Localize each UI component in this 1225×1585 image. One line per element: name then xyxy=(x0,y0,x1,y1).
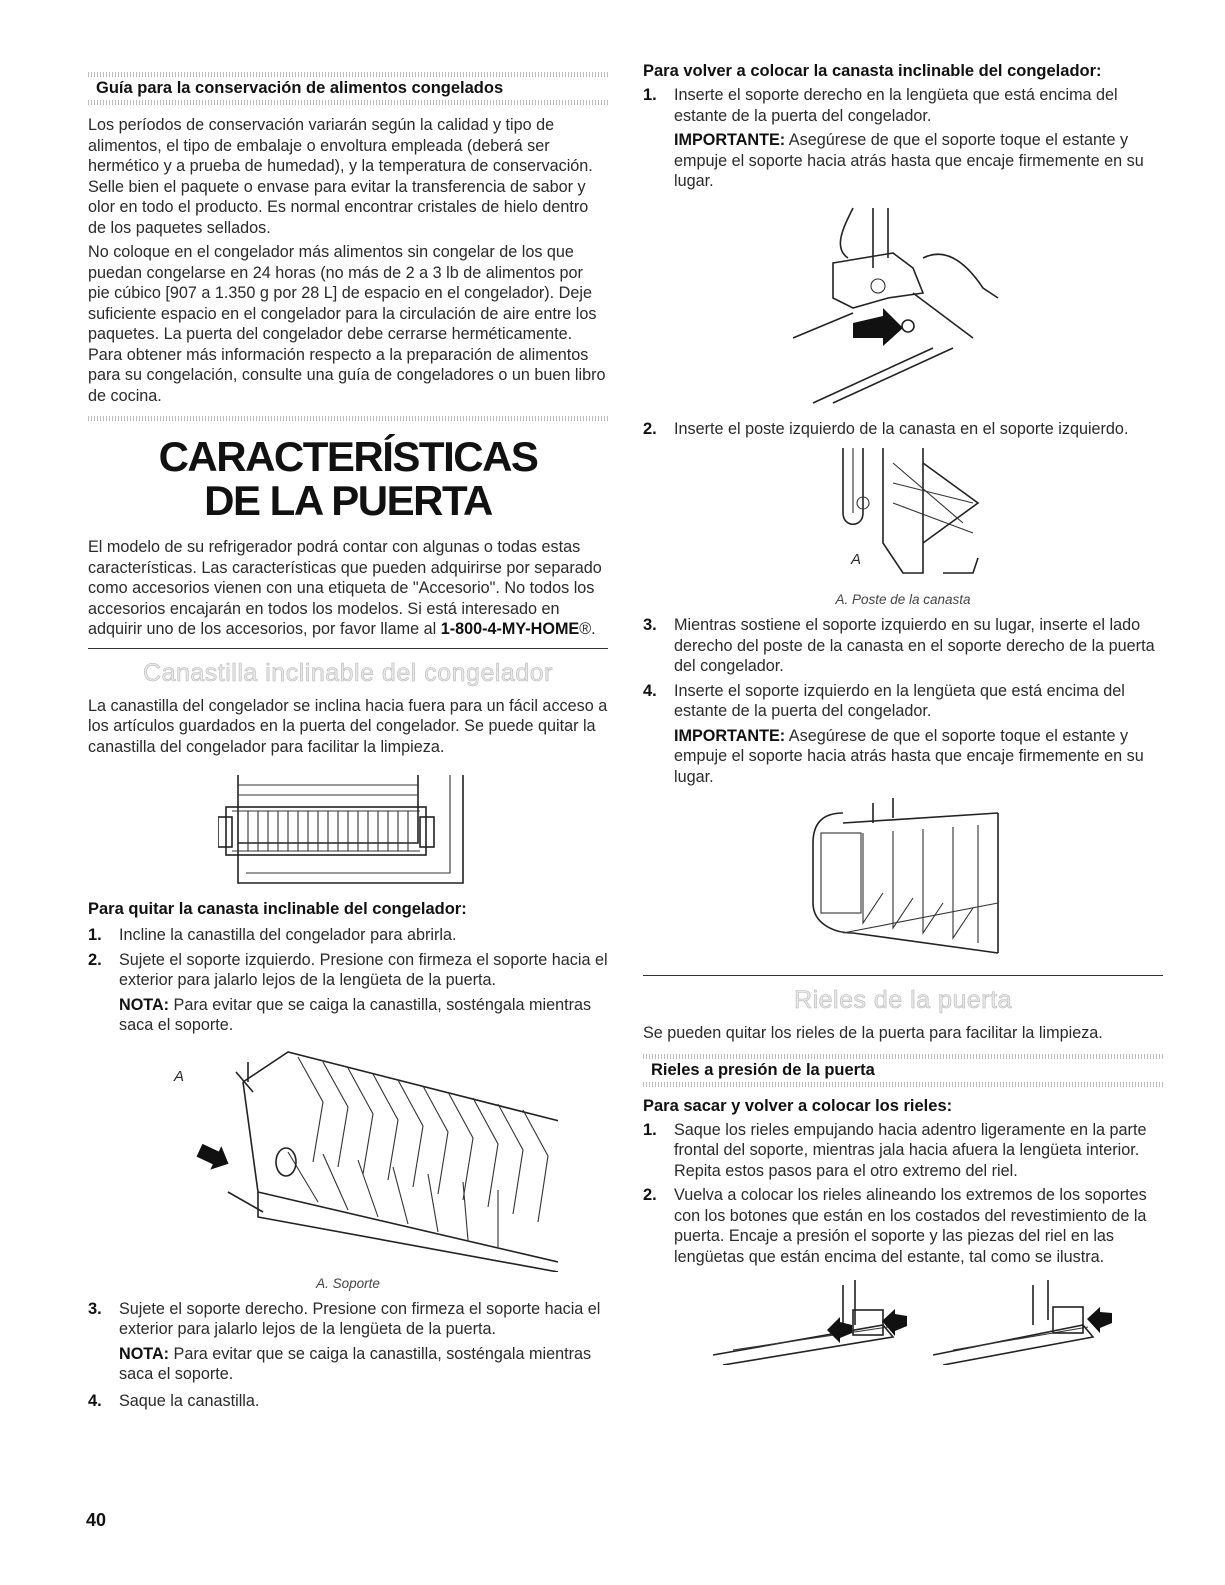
step-number: 2. xyxy=(643,1186,657,1204)
important-label: IMPORTANTE: xyxy=(674,726,786,745)
press-rails-title: Rieles a presión de la puerta xyxy=(651,1060,875,1079)
note-label: NOTA: xyxy=(119,995,170,1014)
note-text: Para evitar que se caiga la canastilla, sosténgala mientras saca el soporte. xyxy=(119,995,592,1034)
replace-step-4 xyxy=(643,681,1163,722)
step-text: Incline la canastilla del congelador para abrirla. xyxy=(119,926,457,944)
step-text: Inserte el soporte izquierdo en la lengüeta que está encima del estante de la puerta del congelador. xyxy=(674,681,1125,720)
step-number: 1. xyxy=(643,86,657,104)
phone-suffix: ®. xyxy=(579,620,596,638)
post-insert-illustration xyxy=(823,443,983,588)
rails-section-heading: Rieles de la puerta xyxy=(794,986,1012,1014)
replace-step-1 xyxy=(643,85,1163,126)
replace-step-2 xyxy=(643,419,1163,440)
step-text: Inserte el soporte derecho en la lengüeta que está encima del estante de la puerta del congelador. xyxy=(674,86,1118,125)
basket-removal-figure xyxy=(88,1042,608,1272)
rails-step-2 xyxy=(643,1185,1163,1267)
step-text: Sujete el soporte izquierdo. Presione con firmeza el soporte hacia el exterior para jalarlo lejos de la lengüeta de la puerta. xyxy=(119,950,608,989)
guide-paragraph-1: Los períodos de conservación variarán según la calidad y tipo de alimentos, el tipo de embalaje o envoltura empleada (deberá ser hermético y a prueba de humedad), y la temperatura de conservación. Selle bien el paquete o envase para evitar la transferencia de sabor y olor en todo el producto. Es normal encontrar cristales de hielo dentro de los paquetes sellados. xyxy=(88,116,593,237)
left-column xyxy=(88,62,608,1415)
basket-paragraph: La canastilla del congelador se inclina hacia fuera para un fácil acceso a los artículos guardados en la puerta del congelador. Se puede quitar la canastilla del congelador para facilitar la limpieza. xyxy=(88,696,608,756)
remove-step-3 xyxy=(88,1299,608,1340)
basket-removal-illustration xyxy=(138,1042,558,1272)
step-number: 4. xyxy=(643,681,657,700)
section-divider xyxy=(88,648,608,649)
figure-caption: A. Poste de la canasta xyxy=(835,592,971,607)
door-rails-illustration xyxy=(683,1275,1123,1365)
step-number: 2. xyxy=(88,950,102,969)
rails-paragraph: Se pueden quitar los rieles de la puerta para facilitar la limpieza. xyxy=(643,1024,1103,1042)
dotted-rule xyxy=(643,1082,1163,1087)
page-title-line-1: CARACTERÍSTICAS xyxy=(158,433,538,480)
basket-section-heading: Canastilla inclinable del congelador xyxy=(143,658,553,687)
page-number: 40 xyxy=(86,1510,107,1530)
step-text: Saque la canastilla. xyxy=(119,1391,260,1410)
important-note-2 xyxy=(643,726,1163,788)
step-text: Vuelva a colocar los rieles alineando los extremos de los soportes con los botones que están en los costados del revestimiento de la puerta. Encaje a presión el soporte y las piezas del riel en las lengüetas que están encima del estante, tal como se ilustra. xyxy=(674,1186,1147,1266)
remove-step-1 xyxy=(88,925,608,946)
step-number: 2. xyxy=(643,419,657,438)
guide-paragraph-2: No coloque en el congelador más alimentos sin congelar de los que puedan congelarse en 24 horas (no más de 2 a 3 lb de alimentos por pie cúbico [907 a 1.350 g por 28 L] de espacio en el congelador). Deje suficiente espacio en el congelador para la circulación de aire entre los paquetes. La puerta del congelador debe cerrarse herméticamente. Para obtener más información respecto a la preparación de alimentos para su congelación, consulte una guía de congeladores o un buen libro de cocina. xyxy=(88,243,606,405)
step-text: Sujete el soporte derecho. Presione con firmeza el soporte hacia el exterior para jalarlo lejos de la lengüeta de la puerta. xyxy=(119,1299,601,1338)
rails-step-1 xyxy=(643,1120,1163,1182)
replace-heading: Para volver a colocar la canasta inclinable del congelador: xyxy=(643,62,1102,80)
replace-step-3 xyxy=(643,615,1163,677)
remove-step-2 xyxy=(88,950,608,991)
remove-note xyxy=(88,995,608,1036)
step-text: Saque los rieles empujando hacia adentro ligeramente en la parte frontal del soporte, mientras jala hacia afuera la lengüeta interior. Repita estos pasos para el otro extremo del riel. xyxy=(674,1120,1147,1180)
dotted-rule xyxy=(88,416,608,421)
intro-paragraph xyxy=(88,537,608,640)
step-number: 3. xyxy=(88,1299,102,1318)
remove-heading: Para quitar la canasta inclinable del congelador: xyxy=(88,900,467,918)
figure-label-a: A xyxy=(174,1067,185,1085)
step-text: Mientras sostiene el soporte izquierdo en su lugar, inserte el lado derecho del poste de la canasta en el soporte derecho de la puerta del congelador. xyxy=(674,616,1155,675)
note-text: Para evitar que se caiga la canastilla, sosténgala mientras saca el soporte. xyxy=(119,1344,592,1383)
step-number: 1. xyxy=(643,1120,657,1139)
figure-label-a: A xyxy=(851,551,862,568)
guide-title: Guía para la conservación de alimentos congelados xyxy=(96,79,504,97)
step-number: 3. xyxy=(643,616,657,634)
note-label: NOTA: xyxy=(119,1344,170,1363)
figure-caption: A. Soporte xyxy=(316,1275,380,1291)
rails-subheading: Para sacar y volver a colocar los rieles: xyxy=(643,1096,953,1115)
step-number: 4. xyxy=(88,1391,102,1410)
important-text: Asegúrese de que el soporte toque el estante y empuje el soporte hacia atrás hasta que encaje firmemente en su lugar. xyxy=(674,726,1144,786)
step-number: 1. xyxy=(88,926,102,944)
section-divider xyxy=(643,975,1163,976)
important-label: IMPORTANTE: xyxy=(674,131,786,149)
right-column xyxy=(643,62,1163,1365)
important-note-1 xyxy=(643,130,1163,192)
remove-step-4 xyxy=(88,1391,608,1412)
important-text: Asegúrese de que el soporte toque el estante y empuje el soporte hacia atrás hasta que encaje firmemente en su lugar. xyxy=(674,131,1144,190)
remove-note-2 xyxy=(88,1344,608,1385)
dotted-rule xyxy=(88,100,608,105)
page-title-line-2: DE LA PUERTA xyxy=(204,477,492,524)
page-title xyxy=(88,435,608,523)
intro-text: El modelo de su refrigerador podrá contar con algunas o todas estas características. Las características que pueden adquirirse por separado como accesorios vienen con una etiqueta de "Accesorio". No todos los accesorios encajarán en todos los modelos. Si está interesado en adquirir uno de los accesorios, por favor llame al xyxy=(88,538,602,638)
phone-number: 1-800-4-MY-HOME xyxy=(440,620,580,638)
basket-installed-illustration xyxy=(803,793,1003,963)
post-insert-figure xyxy=(643,443,1163,588)
basket-door-illustration xyxy=(218,765,478,890)
bracket-insert-illustration xyxy=(793,198,1013,413)
step-text: Inserte el poste izquierdo de la canasta en el soporte izquierdo. xyxy=(674,419,1129,438)
